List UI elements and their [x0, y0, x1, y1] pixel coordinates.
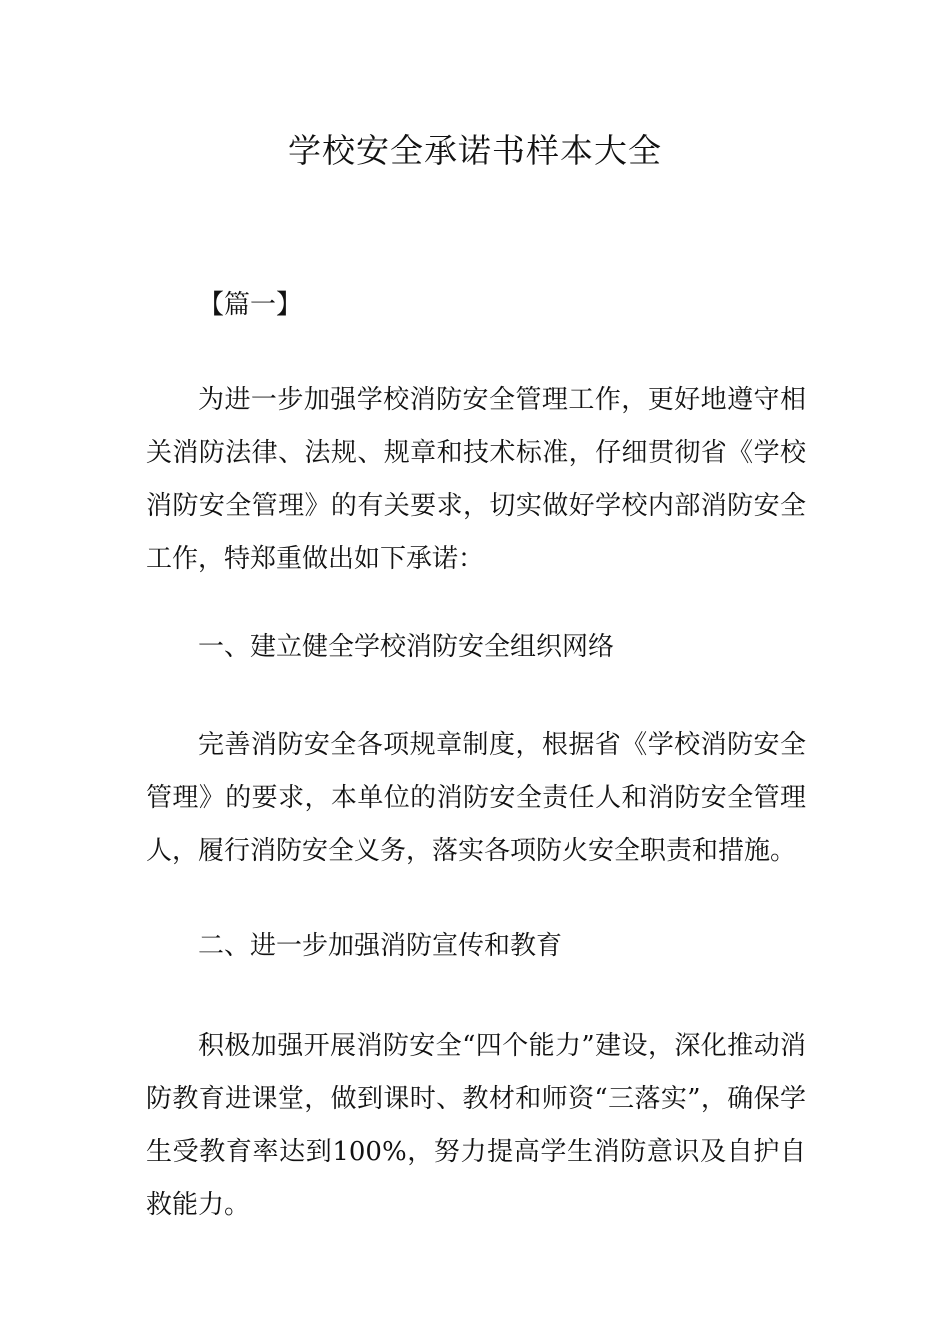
section-tag: 【篇一】 — [198, 290, 303, 320]
intro-paragraph: 为进一步加强学校消防安全管理工作，更好地遵守相关消防法律、法规、规章和技术标准，仔细贯彻省《学校消防安全管理》的有关要求，切实做好学校内部消防安全工作，特郑重做出如下承诺： — [146, 385, 806, 574]
body-paragraph-1: 完善消防安全各项规章制度，根据省《学校消防安全管理》的要求，本单位的消防安全责任人和消防安全管理人，履行消防安全义务，落实各项防火安全职责和措施。 — [146, 730, 806, 866]
section-heading-1: 一、建立健全学校消防安全组织网络 — [198, 632, 615, 662]
section-heading-2: 二、进一步加强消防宣传和教育 — [198, 931, 563, 961]
document-title: 学校安全承诺书样本大全 — [288, 131, 662, 170]
body-paragraph-2: 积极加强开展消防安全“四个能力”建设，深化推动消防教育进课堂，做到课时、教材和师资“三落实”，确保学生受教育率达到100%，努力提高学生消防意识及自护自救能力。 — [146, 1031, 806, 1220]
